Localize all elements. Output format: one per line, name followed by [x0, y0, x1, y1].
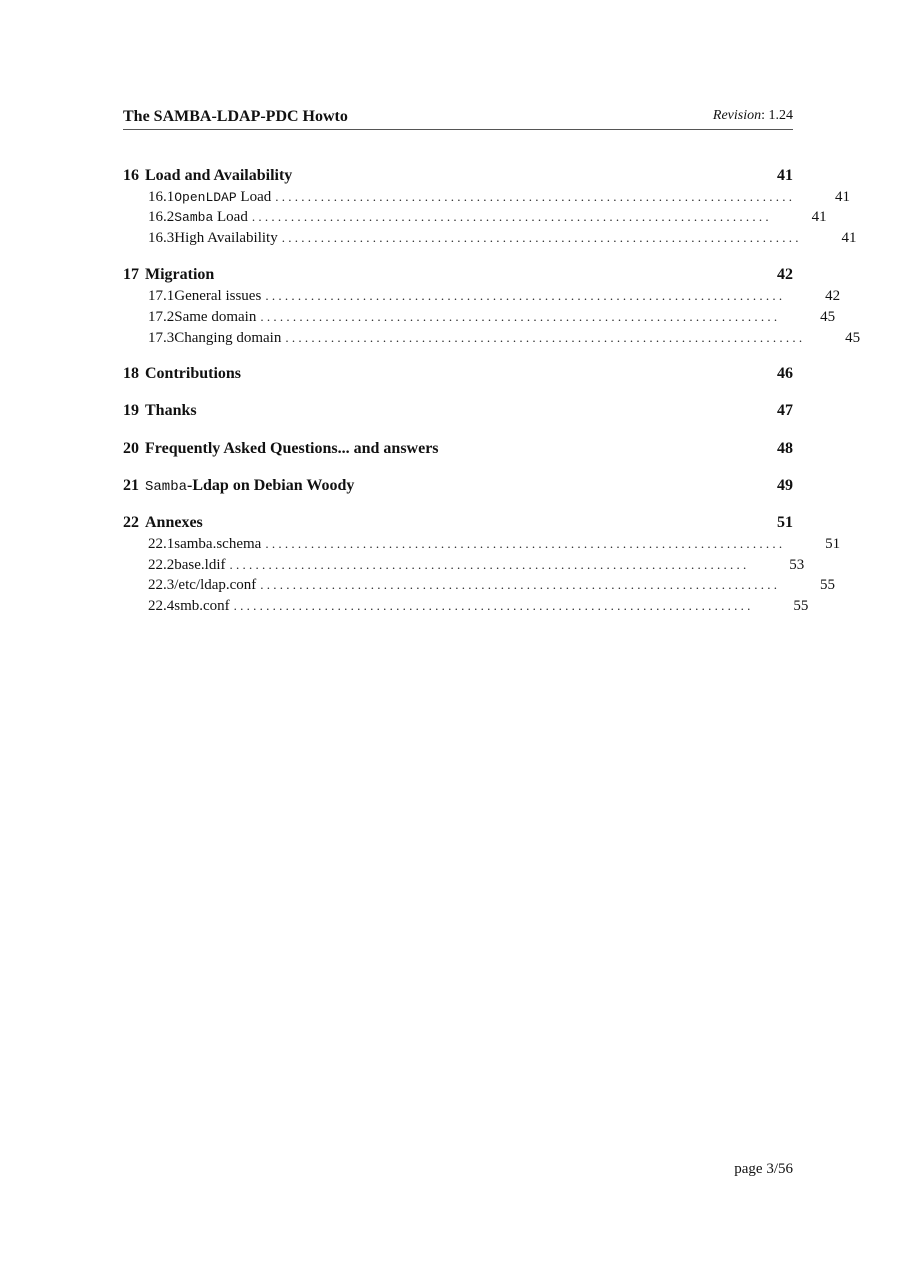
dot-leader: . . . . . . . . . . . . . . . . . . . . . . . . . . . . . . . . . . . . . . . . . . . . . . . . . . . . . . . . . . . . . . . . . . . . . . . . . . . . . . . . [260, 577, 778, 592]
toc-subsection[interactable] [123, 228, 857, 248]
toc-page: 46 [777, 365, 793, 382]
toc-title [145, 266, 214, 284]
toc-title [174, 577, 256, 594]
toc-section[interactable] [123, 476, 793, 496]
toc-page: 53 [789, 556, 805, 573]
dot-leader: . . . . . . . . . . . . . . . . . . . . . . . . . . . . . . . . . . . . . . . . . . . . . . . . . . . . . . . . . . . . . . . . . . . . . . . . . . . . . . . . [281, 230, 799, 245]
toc-subsection[interactable] [123, 328, 861, 348]
toc-page: 41 [811, 208, 827, 225]
toc-title-part: Changing domain [174, 329, 282, 346]
toc-number: 19 [123, 402, 139, 419]
toc-title-part: OpenLDAP [174, 189, 237, 205]
dot-leader: . . . . . . . . . . . . . . . . . . . . . . . . . . . . . . . . . . . . . . . . . . . . . . . . . . . . . . . . . . . . . . . . . . . . . . . . . . . . . . . . [260, 309, 778, 324]
toc-number: 16 [123, 167, 139, 184]
toc-number: 22.1 [148, 535, 175, 552]
toc-title-part: base.ldif [174, 556, 226, 573]
toc-page: 41 [777, 167, 793, 184]
toc-number: 17 [123, 266, 139, 283]
toc-page: 48 [777, 440, 793, 457]
running-header [123, 108, 793, 130]
toc-page: 42 [825, 287, 841, 304]
toc-number: 22.3 [148, 576, 175, 593]
toc-title [145, 477, 354, 495]
toc-title-part: Load [213, 208, 248, 225]
toc-title [145, 402, 197, 420]
toc-number: 22 [123, 514, 139, 531]
toc-title [174, 330, 281, 347]
revision-label: Revision [712, 108, 762, 123]
toc-page: 55 [820, 576, 836, 593]
toc-page: 45 [820, 308, 836, 325]
toc-number: 22.2 [148, 556, 175, 573]
toc-section[interactable] [123, 166, 793, 186]
toc-subsection[interactable] [123, 596, 809, 616]
toc-page: 41 [835, 188, 850, 205]
toc-number: 16.1 [148, 188, 175, 205]
toc-title-part: smb.conf [174, 597, 230, 614]
toc-title-part: -Ldap on Debian Woody [187, 477, 355, 494]
toc-title-part: General issues [174, 287, 262, 304]
toc-title [174, 309, 256, 326]
toc-title [174, 189, 271, 206]
dot-leader: . . . . . . . . . . . . . . . . . . . . . . . . . . . . . . . . . . . . . . . . . . . . . . . . . . . . . . . . . . . . . . . . . . . . . . . . . . . . . . . . [265, 288, 783, 303]
toc-number: 17.3 [148, 329, 175, 346]
toc-subsection[interactable] [123, 286, 841, 306]
document-title: The SAMBA-LDAP-PDC Howto [123, 108, 348, 125]
toc-section[interactable] [123, 265, 793, 285]
toc-title [145, 514, 203, 532]
toc-title-part: High Availability [174, 229, 278, 246]
dot-leader: . . . . . . . . . . . . . . . . . . . . . . . . . . . . . . . . . . . . . . . . . . . . . . . . . . . . . . . . . . . . . . . . . . . . . . . . . . . . . . . . [229, 557, 747, 572]
toc-title-part: Frequently Asked Questions... and answers [145, 440, 439, 457]
toc-title [174, 557, 225, 574]
dot-leader: . . . . . . . . . . . . . . . . . . . . . . . . . . . . . . . . . . . . . . . . . . . . . . . . . . . . . . . . . . . . . . . . . . . . . . . . . . . . . . . . [265, 536, 783, 551]
toc-title [145, 365, 241, 383]
toc-subsection[interactable] [123, 555, 805, 575]
toc-title-part: Load [236, 188, 272, 205]
toc-page: 51 [777, 514, 793, 531]
toc-title [174, 598, 229, 615]
toc-number: 20 [123, 440, 139, 457]
toc-page: 41 [841, 229, 857, 246]
toc-number: 16.2 [148, 208, 175, 225]
toc-page: 42 [777, 266, 793, 283]
toc-title-part: Load and Availability [145, 167, 293, 184]
toc-title [145, 167, 292, 185]
toc-title [174, 230, 277, 247]
toc-page: 45 [845, 329, 861, 346]
toc-title [145, 440, 439, 458]
toc-title-part: Samba [174, 209, 214, 225]
toc-section[interactable] [123, 513, 793, 533]
toc-subsection[interactable] [123, 307, 836, 327]
toc-subsection[interactable] [123, 187, 850, 207]
toc-number: 21 [123, 477, 139, 494]
dot-leader: . . . . . . . . . . . . . . . . . . . . . . . . . . . . . . . . . . . . . . . . . . . . . . . . . . . . . . . . . . . . . . . . . . . . . . . . . . . . . . . . [233, 598, 751, 613]
toc-title-part: Samba [145, 479, 188, 495]
toc-page: 49 [777, 477, 793, 494]
revision [713, 108, 793, 124]
page-number: page 3/56 [734, 1161, 793, 1177]
toc-number: 22.4 [148, 597, 175, 614]
toc-section[interactable] [123, 364, 793, 384]
toc-subsection[interactable] [123, 534, 841, 554]
toc-page: 55 [793, 597, 809, 614]
toc-subsection[interactable] [123, 207, 827, 227]
toc-number: 16.3 [148, 229, 175, 246]
toc-subsection[interactable] [123, 575, 836, 595]
toc-title-part: Annexes [145, 514, 203, 531]
toc-title [174, 536, 261, 553]
dot-leader: . . . . . . . . . . . . . . . . . . . . . . . . . . . . . . . . . . . . . . . . . . . . . . . . . . . . . . . . . . . . . . . . . . . . . . . . . . . . . . . . [251, 209, 769, 224]
toc-number: 17.1 [148, 287, 175, 304]
toc-title-part: /etc/ldap.conf [174, 576, 257, 593]
dot-leader: . . . . . . . . . . . . . . . . . . . . . . . . . . . . . . . . . . . . . . . . . . . . . . . . . . . . . . . . . . . . . . . . . . . . . . . . . . . . . . . . [285, 330, 803, 345]
dot-leader: . . . . . . . . . . . . . . . . . . . . . . . . . . . . . . . . . . . . . . . . . . . . . . . . . . . . . . . . . . . . . . . . . . . . . . . . . . . . . . . . [275, 189, 792, 204]
toc-section[interactable] [123, 439, 793, 459]
toc-page: 47 [777, 402, 793, 419]
revision-value: : 1.24 [761, 108, 793, 123]
toc-number: 17.2 [148, 308, 175, 325]
toc-title [174, 288, 261, 305]
toc-title-part: Migration [145, 266, 215, 283]
toc-title-part: Thanks [145, 402, 197, 419]
toc-title-part: samba.schema [174, 535, 262, 552]
toc-page: 51 [825, 535, 841, 552]
toc-number: 18 [123, 365, 139, 382]
toc-title-part: Contributions [145, 365, 242, 382]
toc-section[interactable] [123, 401, 793, 421]
toc-title [174, 209, 248, 226]
toc-title-part: Same domain [174, 308, 257, 325]
